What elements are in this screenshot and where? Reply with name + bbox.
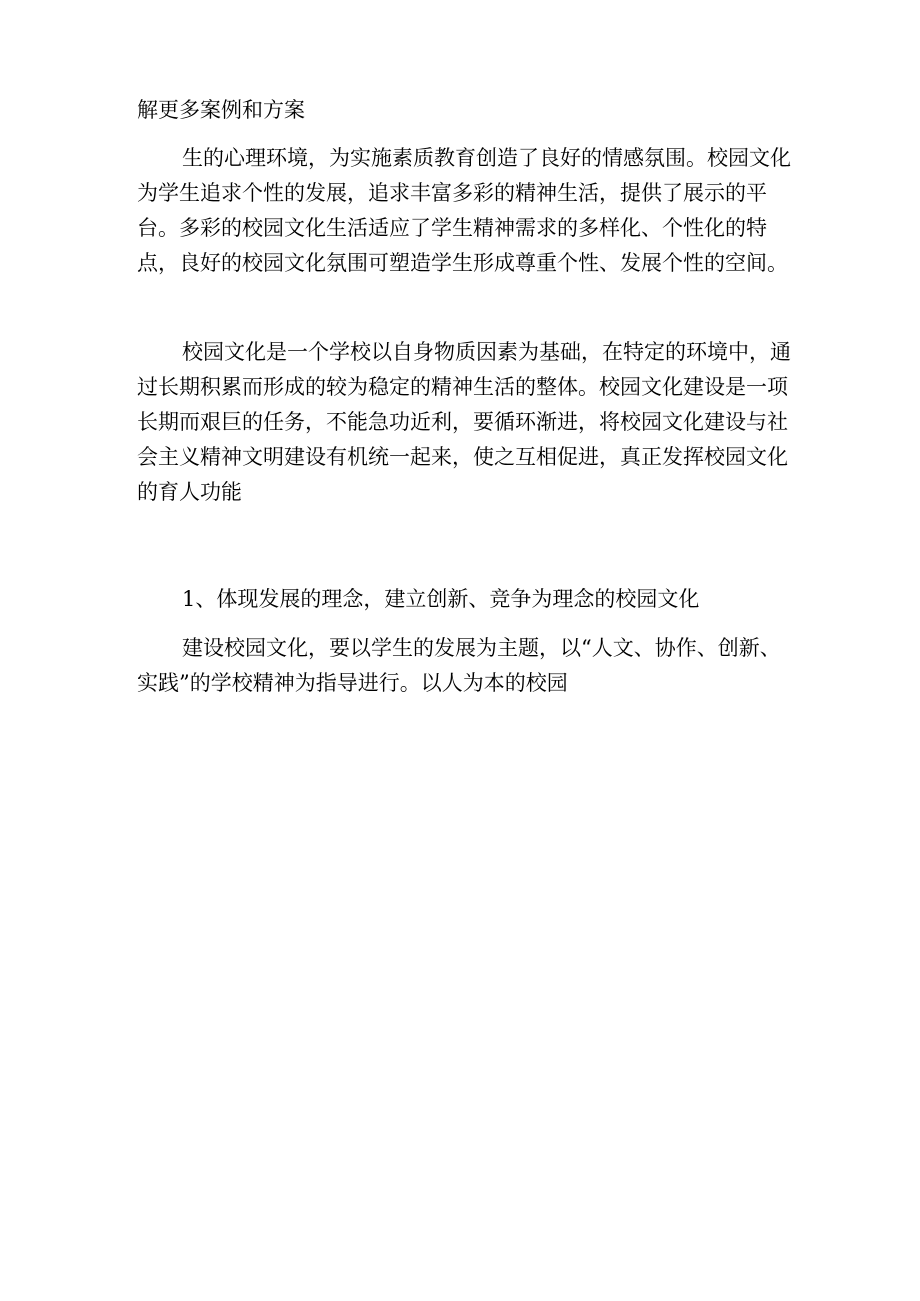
paragraph-2 [137,335,817,510]
paragraph-line: 长期而艰巨的任务，不能急功近利，要循环渐进，将校园文化建设与社 [137,410,788,434]
section-heading-text: 1、体现发展的理念，建立创新、竞争为理念的校园文化 [182,587,700,611]
paragraph-line: 过长期积累而形成的较为稳定的精神生活的整体。校园文化建设是一项 [137,375,788,399]
paragraph-line: 的育人功能 [137,480,242,504]
paragraph-line: 校园文化是一个学校以自身物质因素为基础，在特定的环境中，通 [182,340,791,364]
paragraph-line: 实践”的学校精神为指导进行。以人为本的校园 [137,671,568,695]
paragraph-line: 台。多彩的校园文化生活适应了学生精神需求的多样化、个性化的特 [137,216,767,240]
section-heading [137,582,817,617]
paragraph-1 [137,141,817,281]
paragraph-line: 点，良好的校园文化氛围可塑造学生形成尊重个性、发展个性的空间。 [137,251,788,275]
paragraph-line: 会主义精神文明建设有机统一起来，使之互相促进，真正发挥校园文化 [137,445,788,469]
paragraph-line: 为学生追求个性的发展，追求丰富多彩的精神生活，提供了展示的平 [137,181,767,205]
paragraph-line: 生的心理环境，为实施素质教育创造了良好的情感氛围。校园文化 [182,146,791,170]
paragraph-line: 建设校园文化，要以学生的发展为主题，以“人文、协作、创新、 [182,636,781,660]
paragraph-3 [137,631,817,701]
header-text: 解更多案例和方案 [137,98,305,122]
